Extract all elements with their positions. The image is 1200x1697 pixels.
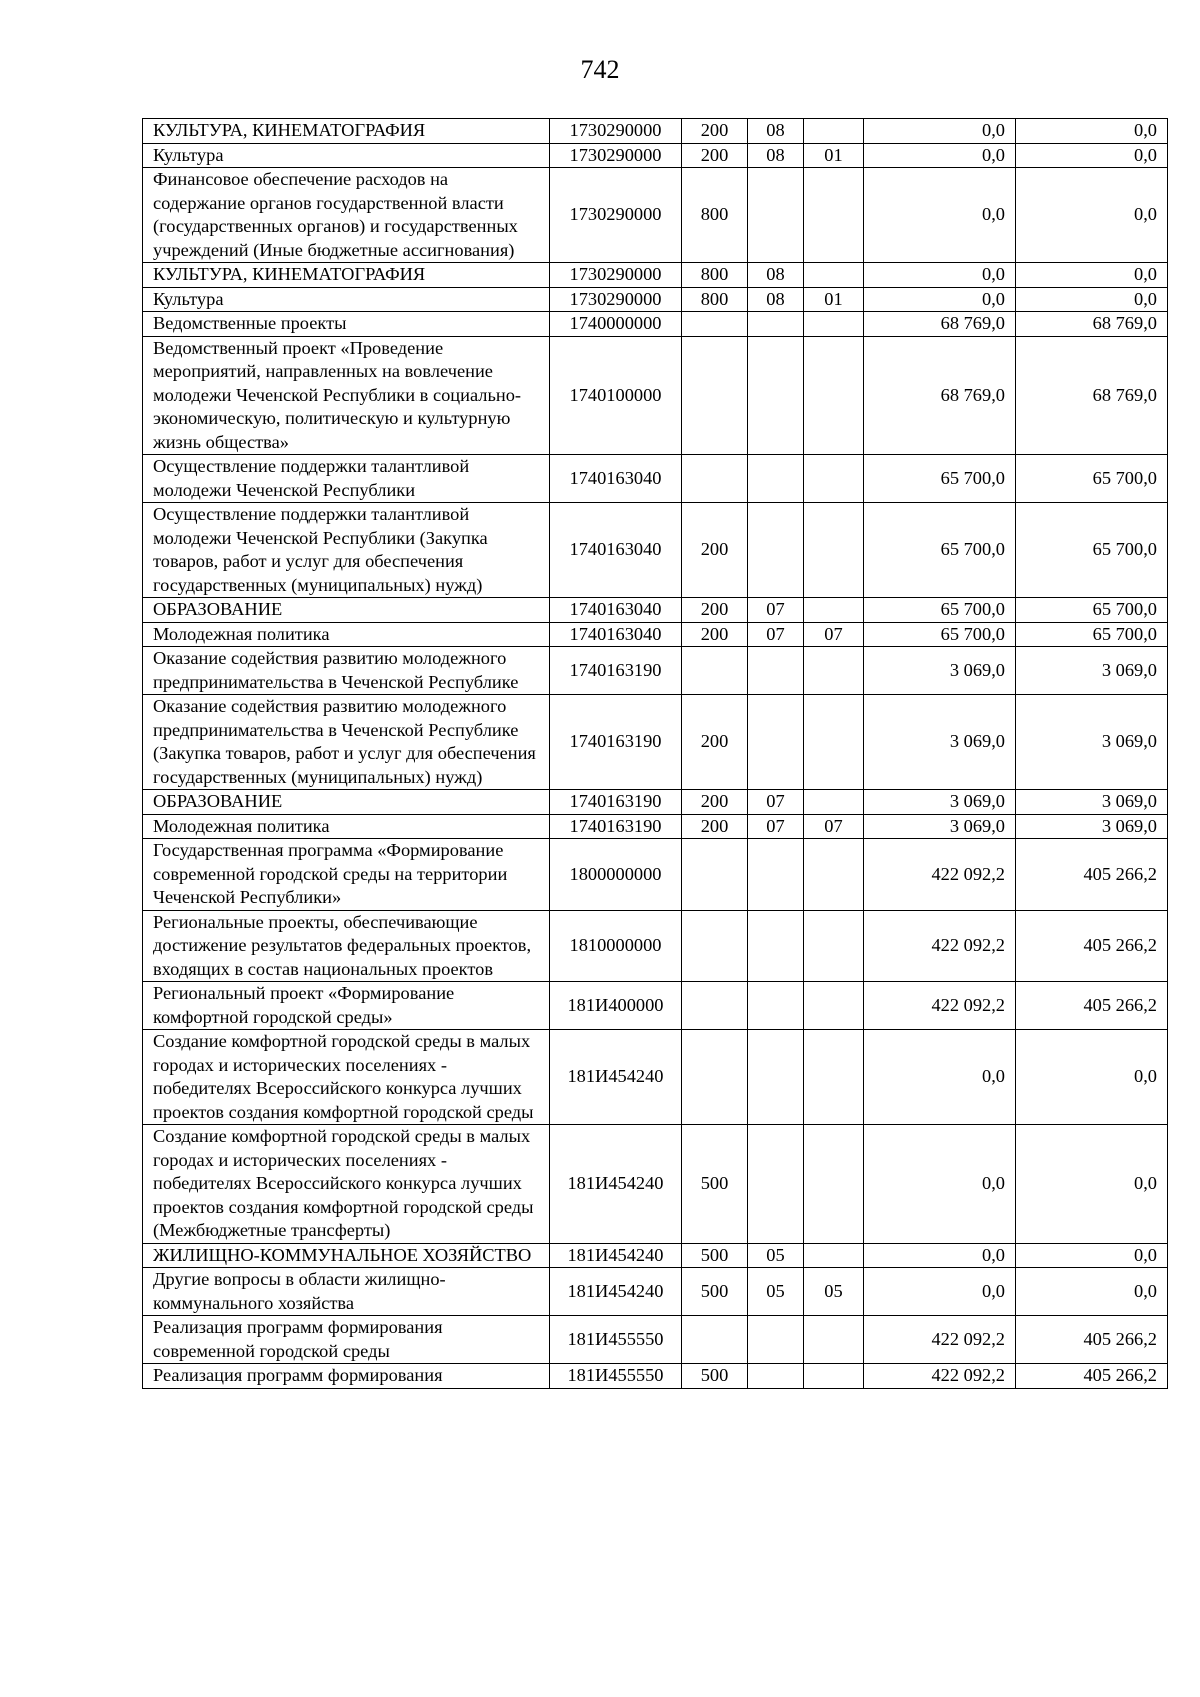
- row-name-cell: Другие вопросы в области жилищно-коммунального хозяйства: [143, 1268, 550, 1316]
- section-cell: [748, 1316, 804, 1364]
- amount-year-1-cell: 0,0: [864, 168, 1016, 263]
- subsection-cell: [804, 910, 864, 982]
- amount-year-2-cell: 65 700,0: [1016, 503, 1168, 598]
- target-article-cell: 1740163040: [550, 622, 682, 647]
- amount-year-2-cell: 405 266,2: [1016, 1364, 1168, 1389]
- subsection-cell: [804, 1316, 864, 1364]
- expense-type-cell: 500: [682, 1125, 748, 1244]
- expense-type-cell: 500: [682, 1243, 748, 1268]
- subsection-cell: [804, 790, 864, 815]
- target-article-cell: 181И455550: [550, 1364, 682, 1389]
- target-article-cell: 1740163040: [550, 503, 682, 598]
- section-cell: [748, 312, 804, 337]
- table-row: [143, 790, 1168, 815]
- table-row: [143, 263, 1168, 288]
- table-row: [143, 1243, 1168, 1268]
- row-name-cell: Государственная программа «Формирование современной городской среды на территории Чеченской Республики»: [143, 839, 550, 911]
- table-row: [143, 455, 1168, 503]
- row-name-cell: Осуществление поддержки талантливой молодежи Чеченской Республики: [143, 455, 550, 503]
- expense-type-cell: 800: [682, 168, 748, 263]
- table-row: [143, 1364, 1168, 1389]
- amount-year-2-cell: 0,0: [1016, 168, 1168, 263]
- subsection-cell: 01: [804, 287, 864, 312]
- section-cell: [748, 695, 804, 790]
- subsection-cell: [804, 503, 864, 598]
- amount-year-1-cell: 0,0: [864, 143, 1016, 168]
- amount-year-2-cell: 0,0: [1016, 1030, 1168, 1125]
- row-name-cell: КУЛЬТУРА, КИНЕМАТОГРАФИЯ: [143, 263, 550, 288]
- amount-year-1-cell: 0,0: [864, 119, 1016, 144]
- target-article-cell: 1740163040: [550, 598, 682, 623]
- target-article-cell: 1730290000: [550, 263, 682, 288]
- amount-year-1-cell: 422 092,2: [864, 982, 1016, 1030]
- subsection-cell: [804, 695, 864, 790]
- target-article-cell: 181И454240: [550, 1268, 682, 1316]
- amount-year-2-cell: 405 266,2: [1016, 839, 1168, 911]
- subsection-cell: [804, 168, 864, 263]
- table-row: [143, 503, 1168, 598]
- amount-year-2-cell: 3 069,0: [1016, 647, 1168, 695]
- section-cell: 08: [748, 143, 804, 168]
- expense-type-cell: [682, 647, 748, 695]
- amount-year-2-cell: 405 266,2: [1016, 910, 1168, 982]
- table-row: [143, 598, 1168, 623]
- section-cell: 08: [748, 287, 804, 312]
- table-row: [143, 1316, 1168, 1364]
- subsection-cell: 07: [804, 622, 864, 647]
- section-cell: [748, 455, 804, 503]
- amount-year-1-cell: 68 769,0: [864, 312, 1016, 337]
- expense-type-cell: 200: [682, 598, 748, 623]
- target-article-cell: 1800000000: [550, 839, 682, 911]
- expense-type-cell: 200: [682, 622, 748, 647]
- row-name-cell: Оказание содействия развитию молодежного предпринимательства в Чеченской Республике (Закупка товаров, работ и услуг для обеспечения государственных (муниципальных) нужд): [143, 695, 550, 790]
- table-row: [143, 1268, 1168, 1316]
- amount-year-2-cell: 65 700,0: [1016, 455, 1168, 503]
- subsection-cell: [804, 1243, 864, 1268]
- amount-year-2-cell: 0,0: [1016, 263, 1168, 288]
- row-name-cell: Региональные проекты, обеспечивающие достижение результатов федеральных проектов, входящих в состав национальных проектов: [143, 910, 550, 982]
- subsection-cell: [804, 1364, 864, 1389]
- expense-type-cell: [682, 1316, 748, 1364]
- expense-type-cell: [682, 1030, 748, 1125]
- amount-year-2-cell: 3 069,0: [1016, 790, 1168, 815]
- expense-type-cell: 200: [682, 695, 748, 790]
- row-name-cell: ЖИЛИЩНО-КОММУНАЛЬНОЕ ХОЗЯЙСТВО: [143, 1243, 550, 1268]
- section-cell: 08: [748, 263, 804, 288]
- amount-year-1-cell: 0,0: [864, 1268, 1016, 1316]
- row-name-cell: Осуществление поддержки талантливой молодежи Чеченской Республики (Закупка товаров, работ и услуг для обеспечения государственных (муниципальных) нужд): [143, 503, 550, 598]
- amount-year-1-cell: 65 700,0: [864, 622, 1016, 647]
- table-row: [143, 839, 1168, 911]
- amount-year-1-cell: 422 092,2: [864, 910, 1016, 982]
- row-name-cell: Создание комфортной городской среды в малых городах и исторических поселениях - победителях Всероссийского конкурса лучших проектов создания комфортной городской среды (Межбюджетные трансферты): [143, 1125, 550, 1244]
- amount-year-2-cell: 405 266,2: [1016, 982, 1168, 1030]
- section-cell: [748, 1030, 804, 1125]
- subsection-cell: [804, 1030, 864, 1125]
- target-article-cell: 1730290000: [550, 143, 682, 168]
- table-row: [143, 695, 1168, 790]
- section-cell: 07: [748, 814, 804, 839]
- row-name-cell: Финансовое обеспечение расходов на содержание органов государственной власти (государственных органов) и государственных учреждений (Иные бюджетные ассигнования): [143, 168, 550, 263]
- row-name-cell: Культура: [143, 287, 550, 312]
- row-name-cell: Культура: [143, 143, 550, 168]
- row-name-cell: Создание комфортной городской среды в малых городах и исторических поселениях - победителях Всероссийского конкурса лучших проектов создания комфортной городской среды: [143, 1030, 550, 1125]
- row-name-cell: Ведомственный проект «Проведение мероприятий, направленных на вовлечение молодежи Чеченской Республики в социально-экономическую, политическую и культурную жизнь общества»: [143, 336, 550, 455]
- row-name-cell: Региональный проект «Формирование комфортной городской среды»: [143, 982, 550, 1030]
- expense-type-cell: 200: [682, 503, 748, 598]
- expense-type-cell: [682, 839, 748, 911]
- section-cell: [748, 1364, 804, 1389]
- subsection-cell: [804, 839, 864, 911]
- amount-year-2-cell: 68 769,0: [1016, 336, 1168, 455]
- subsection-cell: [804, 1125, 864, 1244]
- target-article-cell: 1740163040: [550, 455, 682, 503]
- amount-year-1-cell: 3 069,0: [864, 647, 1016, 695]
- amount-year-1-cell: 0,0: [864, 1030, 1016, 1125]
- amount-year-2-cell: 68 769,0: [1016, 312, 1168, 337]
- section-cell: [748, 503, 804, 598]
- section-cell: 07: [748, 790, 804, 815]
- target-article-cell: 1740163190: [550, 647, 682, 695]
- subsection-cell: [804, 263, 864, 288]
- amount-year-1-cell: 3 069,0: [864, 695, 1016, 790]
- expense-type-cell: 500: [682, 1268, 748, 1316]
- budget-table-body: [143, 119, 1168, 1389]
- target-article-cell: 1740100000: [550, 336, 682, 455]
- row-name-cell: Оказание содействия развитию молодежного предпринимательства в Чеченской Республике: [143, 647, 550, 695]
- expense-type-cell: 200: [682, 119, 748, 144]
- row-name-cell: ОБРАЗОВАНИЕ: [143, 598, 550, 623]
- table-row: [143, 622, 1168, 647]
- target-article-cell: 181И454240: [550, 1243, 682, 1268]
- section-cell: 07: [748, 598, 804, 623]
- section-cell: 05: [748, 1268, 804, 1316]
- expense-type-cell: 200: [682, 143, 748, 168]
- table-row: [143, 336, 1168, 455]
- page-number: 742: [580, 55, 620, 84]
- expense-type-cell: [682, 336, 748, 455]
- target-article-cell: 1740000000: [550, 312, 682, 337]
- section-cell: 05: [748, 1243, 804, 1268]
- subsection-cell: [804, 336, 864, 455]
- amount-year-1-cell: 422 092,2: [864, 1364, 1016, 1389]
- subsection-cell: [804, 455, 864, 503]
- row-name-cell: Молодежная политика: [143, 622, 550, 647]
- amount-year-2-cell: 405 266,2: [1016, 1316, 1168, 1364]
- table-row: [143, 910, 1168, 982]
- table-row: [143, 814, 1168, 839]
- amount-year-2-cell: 0,0: [1016, 287, 1168, 312]
- amount-year-1-cell: 0,0: [864, 1125, 1016, 1244]
- amount-year-2-cell: 65 700,0: [1016, 622, 1168, 647]
- row-name-cell: ОБРАЗОВАНИЕ: [143, 790, 550, 815]
- amount-year-1-cell: 65 700,0: [864, 455, 1016, 503]
- amount-year-2-cell: 3 069,0: [1016, 695, 1168, 790]
- section-cell: [748, 336, 804, 455]
- amount-year-1-cell: 0,0: [864, 1243, 1016, 1268]
- row-name-cell: Реализация программ формирования: [143, 1364, 550, 1389]
- target-article-cell: 1730290000: [550, 287, 682, 312]
- row-name-cell: Молодежная политика: [143, 814, 550, 839]
- amount-year-2-cell: 0,0: [1016, 1243, 1168, 1268]
- amount-year-1-cell: 68 769,0: [864, 336, 1016, 455]
- amount-year-1-cell: 422 092,2: [864, 839, 1016, 911]
- target-article-cell: 181И455550: [550, 1316, 682, 1364]
- section-cell: [748, 168, 804, 263]
- section-cell: [748, 982, 804, 1030]
- section-cell: [748, 647, 804, 695]
- target-article-cell: 181И400000: [550, 982, 682, 1030]
- amount-year-2-cell: 0,0: [1016, 1268, 1168, 1316]
- target-article-cell: 1740163190: [550, 814, 682, 839]
- amount-year-1-cell: 3 069,0: [864, 814, 1016, 839]
- section-cell: [748, 1125, 804, 1244]
- section-cell: [748, 839, 804, 911]
- target-article-cell: 181И454240: [550, 1125, 682, 1244]
- subsection-cell: [804, 312, 864, 337]
- table-row: [143, 119, 1168, 144]
- section-cell: [748, 910, 804, 982]
- subsection-cell: 01: [804, 143, 864, 168]
- expense-type-cell: 200: [682, 790, 748, 815]
- row-name-cell: Реализация программ формирования современной городской среды: [143, 1316, 550, 1364]
- expense-type-cell: 200: [682, 814, 748, 839]
- expense-type-cell: [682, 312, 748, 337]
- amount-year-1-cell: 422 092,2: [864, 1316, 1016, 1364]
- amount-year-1-cell: 3 069,0: [864, 790, 1016, 815]
- amount-year-1-cell: 0,0: [864, 287, 1016, 312]
- amount-year-1-cell: 0,0: [864, 263, 1016, 288]
- expense-type-cell: 800: [682, 263, 748, 288]
- amount-year-2-cell: 0,0: [1016, 119, 1168, 144]
- amount-year-2-cell: 65 700,0: [1016, 598, 1168, 623]
- expense-type-cell: [682, 455, 748, 503]
- expense-type-cell: [682, 982, 748, 1030]
- table-row: [143, 1030, 1168, 1125]
- amount-year-1-cell: 65 700,0: [864, 503, 1016, 598]
- row-name-cell: КУЛЬТУРА, КИНЕМАТОГРАФИЯ: [143, 119, 550, 144]
- expense-type-cell: 500: [682, 1364, 748, 1389]
- table-row: [143, 312, 1168, 337]
- budget-table: [142, 118, 1168, 1389]
- subsection-cell: 07: [804, 814, 864, 839]
- target-article-cell: 1740163190: [550, 790, 682, 815]
- section-cell: 08: [748, 119, 804, 144]
- subsection-cell: [804, 647, 864, 695]
- table-row: [143, 1125, 1168, 1244]
- amount-year-2-cell: 0,0: [1016, 143, 1168, 168]
- subsection-cell: [804, 119, 864, 144]
- row-name-cell: Ведомственные проекты: [143, 312, 550, 337]
- target-article-cell: 1730290000: [550, 168, 682, 263]
- target-article-cell: 181И454240: [550, 1030, 682, 1125]
- table-row: [143, 287, 1168, 312]
- section-cell: 07: [748, 622, 804, 647]
- table-row: [143, 647, 1168, 695]
- table-row: [143, 143, 1168, 168]
- expense-type-cell: [682, 910, 748, 982]
- amount-year-2-cell: 0,0: [1016, 1125, 1168, 1244]
- subsection-cell: [804, 982, 864, 1030]
- expense-type-cell: 800: [682, 287, 748, 312]
- table-row: [143, 982, 1168, 1030]
- subsection-cell: [804, 598, 864, 623]
- target-article-cell: 1730290000: [550, 119, 682, 144]
- table-row: [143, 168, 1168, 263]
- amount-year-1-cell: 65 700,0: [864, 598, 1016, 623]
- amount-year-2-cell: 3 069,0: [1016, 814, 1168, 839]
- subsection-cell: 05: [804, 1268, 864, 1316]
- target-article-cell: 1810000000: [550, 910, 682, 982]
- target-article-cell: 1740163190: [550, 695, 682, 790]
